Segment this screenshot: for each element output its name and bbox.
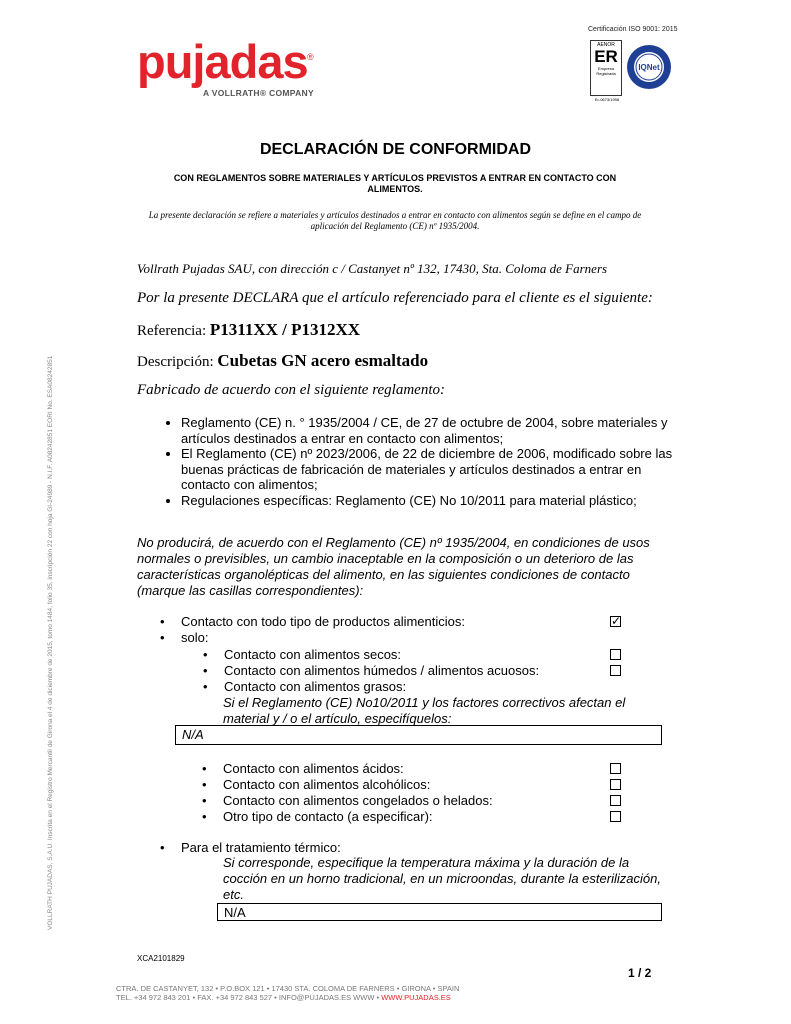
iqnet-seal-icon bbox=[626, 44, 672, 90]
description-label: Descripción: bbox=[137, 354, 218, 370]
company-line: Vollrath Pujadas SAU, con dirección c / Castanyet nº 132, 17430, Sta. Coloma de Farners bbox=[137, 261, 608, 276]
document-code: XCA2101829 bbox=[137, 954, 185, 963]
description-value: Cubetas GN acero esmaltado bbox=[217, 351, 429, 370]
thermal-label: Para el tratamiento térmico: bbox=[181, 840, 341, 855]
checkbox-secos[interactable] bbox=[610, 649, 621, 660]
fabricado-line: Fabricado de acuerdo con el siguiente reglamento: bbox=[137, 382, 445, 398]
condition-grasos: Contacto con alimentos grasos: bbox=[224, 679, 407, 694]
aenor-code: Er-0673/1998 bbox=[594, 97, 620, 102]
description-line bbox=[137, 351, 428, 371]
reference-value: P1311XX / P1312XX bbox=[209, 320, 361, 339]
bullet-icon: • bbox=[203, 679, 208, 694]
bullet-icon: • bbox=[202, 761, 207, 776]
footer-line-1: CTRA. DE CASTANYET, 132 • P.O.BOX 121 • 17430 STA. COLOMA DE FARNERS • GIRONA • SPAIN bbox=[116, 984, 460, 993]
page-subtitle: CON REGLAMENTOS SOBRE MATERIALES Y ARTÍCULOS PREVISTOS A ENTRAR EN CONTACTO CON ALIMENTOS. bbox=[173, 173, 617, 194]
checkbox-congelados[interactable] bbox=[610, 795, 621, 806]
condition-congelados: Contacto con alimentos congelados o helados: bbox=[223, 793, 493, 808]
checkbox-humedos[interactable] bbox=[610, 665, 621, 676]
condition-humedos: Contacto con alimentos húmedos / alimentos acuosos: bbox=[224, 663, 540, 678]
footer-line-2 bbox=[116, 993, 459, 1002]
iqnet-label: IQNet bbox=[638, 63, 660, 72]
condition-alcoholicos: Contacto con alimentos alcohólicos: bbox=[223, 777, 431, 792]
reference-line bbox=[137, 320, 360, 340]
logo-registered-mark: ® bbox=[307, 52, 314, 62]
page-title: DECLARACIÓN DE CONFORMIDAD bbox=[259, 141, 532, 158]
certification-label: Certificación ISO 9001: 2015 bbox=[588, 26, 678, 33]
grasos-value-field[interactable]: N/A bbox=[175, 725, 662, 745]
aenor-seal bbox=[590, 40, 622, 102]
footer-contact: TEL. +34 972 843 201 • FAX. +34 972 843 527 • INFO@PUJADAS.ES WWW • bbox=[116, 993, 382, 1002]
intro-text: La presente declaración se refiere a materiales y artículos destinados a entrar en contacto con alimentos según se define en el campo de aplicación del Reglamento (CE) nº 1935/2004. bbox=[148, 210, 642, 231]
company-logo: pujadas bbox=[137, 35, 308, 88]
bullet-icon: • bbox=[203, 647, 208, 662]
bullet-icon: • bbox=[160, 630, 165, 645]
bullet-icon: • bbox=[160, 614, 165, 629]
checkbox-acidos[interactable] bbox=[610, 763, 621, 774]
logo-subtitle: A VOLLRATH® COMPANY bbox=[203, 88, 314, 98]
reference-label: Referencia: bbox=[137, 323, 210, 339]
aenor-er-icon: ER bbox=[594, 47, 618, 66]
footer-address bbox=[116, 984, 459, 1002]
regulation-item: • El Reglamento (CE) nº 2023/2006, de 22 de diciembre de 2006, modificado sobre las buenas prácticas de fabricación de materiales y artículos destinados a entrar en contacto con alimentos; bbox=[181, 446, 681, 493]
regulation-item: • Regulaciones específicas: Reglamento (CE) No 10/2011 para material plástico; bbox=[181, 493, 681, 509]
thermal-value-field[interactable]: N/A bbox=[217, 903, 662, 921]
condition-solo: solo: bbox=[181, 630, 209, 645]
grasos-note: Si el Reglamento (CE) No10/2011 y los factores correctivos afectan el material y / o el artículo, especifíquelos: bbox=[223, 695, 626, 726]
footer-web-link[interactable]: WWW.PUJADAS.ES bbox=[381, 993, 451, 1002]
checkbox-otro[interactable] bbox=[610, 811, 621, 822]
bullet-icon: • bbox=[203, 663, 208, 678]
regulations-list bbox=[160, 415, 681, 508]
bullet-icon: • bbox=[160, 840, 165, 855]
bullet-icon: • bbox=[202, 793, 207, 808]
bullet-icon: • bbox=[202, 809, 207, 824]
page-number: 1 / 2 bbox=[628, 966, 652, 980]
bullet-icon: • bbox=[202, 777, 207, 792]
condition-secos: Contacto con alimentos secos: bbox=[224, 647, 402, 662]
checkmark-icon: ✓ bbox=[611, 614, 622, 628]
declara-line: Por la presente DECLARA que el artículo referenciado para el cliente es el siguiente: bbox=[137, 290, 653, 306]
condition-all-types: Contacto con todo tipo de productos alimenticios: bbox=[181, 614, 466, 629]
condition-otro: Otro tipo de contacto (a especificar): bbox=[223, 809, 433, 824]
thermal-note: Si corresponde, especifique la temperatura máxima y la duración de la cocción en un horno tradicional, en un microondas, durante la esterilización, etc. bbox=[223, 855, 661, 902]
regulation-item: • Reglamento (CE) n. ° 1935/2004 / CE, de 27 de octubre de 2004, sobre materiales y artículos destinados a entrar en contacto con alimentos; bbox=[181, 415, 681, 446]
legal-side-text: VOLLRATH PUJADAS, S.A.U. Inscrita en el Registro Mercantil de Girona el 4 de diciembre de 2015, tomo 1484, folio 35, inscripción 22 con hoja GI-24989 - N.I.F. A08242851 EORI No. ESA08242851 bbox=[47, 355, 54, 930]
checkbox-alcoholicos[interactable] bbox=[610, 779, 621, 790]
aenor-name: AENOR bbox=[597, 42, 615, 48]
aenor-sub: Empresa Registrada bbox=[596, 66, 616, 76]
no-producira-paragraph: No producirá, de acuerdo con el Reglamento (CE) nº 1935/2004, en condiciones de usos normales o previsibles, un cambio inaceptable en la composición o un deterioro de las características organolépticas del alimento, en las siguientes condiciones de contacto (marque las casillas correspondientes): bbox=[137, 535, 650, 598]
condition-acidos: Contacto con alimentos ácidos: bbox=[223, 761, 404, 776]
